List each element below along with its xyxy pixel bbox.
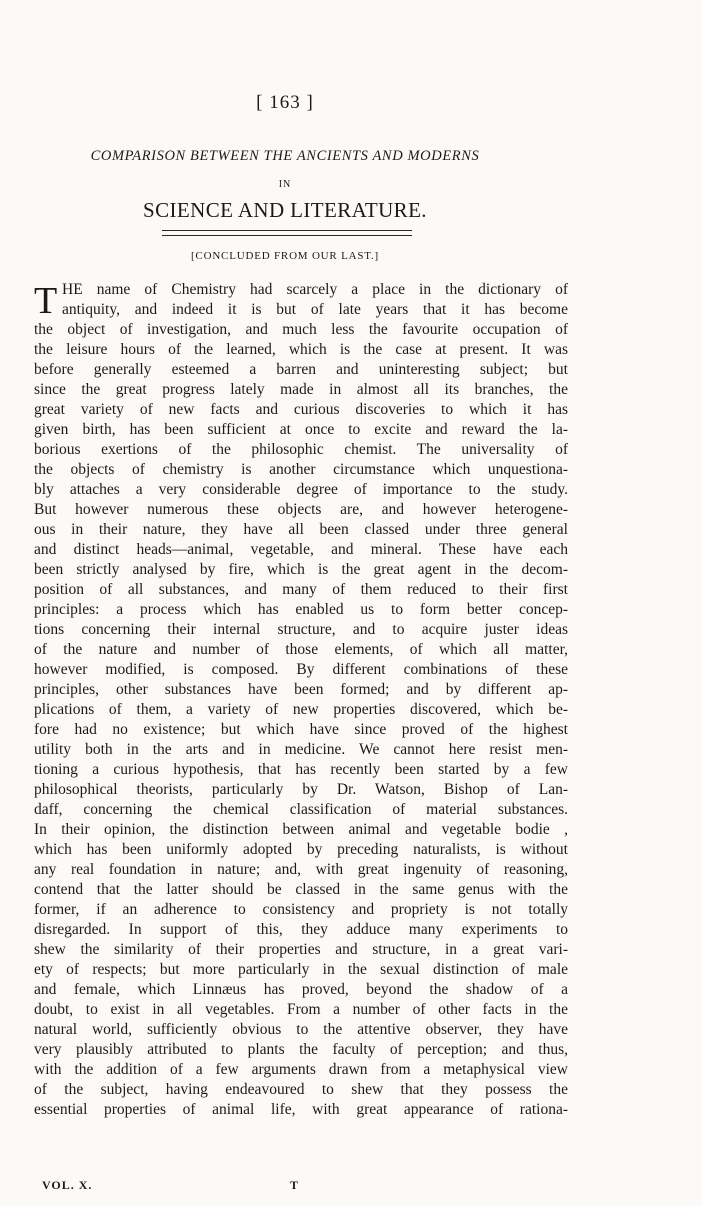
text-line: which has been uniformly adopted by preceding naturalists, is without xyxy=(34,841,568,858)
text-line: doubt, to exist in all vegetables. From a number of other facts in the xyxy=(34,1001,568,1018)
text-line: position of all substances, and many of them reduced to their first xyxy=(34,581,568,598)
text-line: principles: a process which has enabled us to form better concep- xyxy=(34,601,568,618)
article-title: SCIENCE AND LITERATURE. xyxy=(143,198,427,222)
signature-mark: T xyxy=(290,1178,299,1192)
text-line: of the nature and number of those elements, of which all matter, xyxy=(34,641,568,658)
text-line: essential properties of animal life, with great appearance of rationa- xyxy=(34,1101,568,1118)
connector-word: IN xyxy=(278,179,292,190)
volume-footer: VOL. X. xyxy=(42,1178,93,1192)
text-line: the leisure hours of the learned, which is the case at present. It was xyxy=(34,341,568,358)
text-line: ety of respects; but more particularly in the sexual distinction of male xyxy=(34,961,568,978)
text-line: of the subject, having endeavoured to shew that they possess the xyxy=(34,1081,568,1098)
text-line: former, if an adherence to consistency and propriety is not totally xyxy=(34,901,568,918)
text-line: before generally esteemed a barren and uninteresting subject; but xyxy=(34,361,568,378)
text-line: plications of them, a variety of new properties discovered, which be- xyxy=(34,701,568,718)
text-line: however modified, is composed. By different combinations of these xyxy=(34,661,568,678)
text-line: borious exertions of the philosophic chemist. The universality of xyxy=(34,441,568,458)
text-line: tions concerning their internal structure, and to acquire juster ideas xyxy=(34,621,568,638)
text-line: ous in their nature, they have all been classed under three general xyxy=(34,521,568,538)
text-line: But however numerous these objects are, and however heterogene- xyxy=(34,501,568,518)
text-line: bly attaches a very considerable degree of importance to the study. xyxy=(34,481,568,498)
page-number: [ 163 ] xyxy=(256,92,314,113)
text-line: very plausibly attributed to plants the faculty of perception; and thus, xyxy=(34,1041,568,1058)
text-line: natural world, sufficiently obvious to the attentive observer, they have xyxy=(34,1021,568,1038)
text-line: philosophical theorists, particularly by Dr. Watson, Bishop of Lan- xyxy=(34,781,568,798)
text-line: with the addition of a few arguments drawn from a metaphysical view xyxy=(34,1061,568,1078)
text-line: disregarded. In support of this, they adduce many experiments to xyxy=(34,921,568,938)
continuation-note: [CONCLUDED FROM OUR LAST.] xyxy=(190,250,380,262)
text-line: any real foundation in nature; and, with great ingenuity of reasoning, xyxy=(34,861,568,878)
title-rule xyxy=(162,230,412,236)
text-line: great variety of new facts and curious discoveries to which it has xyxy=(34,401,568,418)
text-line: HE name of Chemistry had scarcely a place in the dictionary of xyxy=(62,281,568,298)
article-body xyxy=(34,280,568,1120)
drop-cap: T xyxy=(34,280,58,322)
text-line: tioning a curious hypothesis, that has recently been started by a few xyxy=(34,761,568,778)
text-line: shew the similarity of their properties and structure, in a great vari- xyxy=(34,941,568,958)
text-line: given birth, has been sufficient at once to excite and reward the la- xyxy=(34,421,568,438)
text-line: and female, which Linnæus has proved, beyond the shadow of a xyxy=(34,981,568,998)
text-line: fore had no existence; but which have since proved of the highest xyxy=(34,721,568,738)
text-line: principles, other substances have been formed; and by different ap- xyxy=(34,681,568,698)
text-line: and distinct heads—animal, vegetable, and mineral. These have each xyxy=(34,541,568,558)
text-line: the object of investigation, and much less the favourite occupation of xyxy=(34,321,568,338)
text-line: been strictly analysed by fire, which is the great agent in the decom- xyxy=(34,561,568,578)
text-line: utility both in the arts and in medicine. We cannot here resist men- xyxy=(34,741,568,758)
running-title: COMPARISON BETWEEN THE ANCIENTS AND MODERNS xyxy=(90,148,480,164)
text-line: daff, concerning the chemical classification of material substances. xyxy=(34,801,568,818)
text-line: In their opinion, the distinction between animal and vegetable bodie , xyxy=(34,821,568,838)
text-line: since the great progress lately made in almost all its branches, the xyxy=(34,381,568,398)
text-line: antiquity, and indeed it is but of late years that it has become xyxy=(62,301,568,318)
text-line: contend that the latter should be classed in the same genus with the xyxy=(34,881,568,898)
text-line: the objects of chemistry is another circumstance which unquestiona- xyxy=(34,461,568,478)
